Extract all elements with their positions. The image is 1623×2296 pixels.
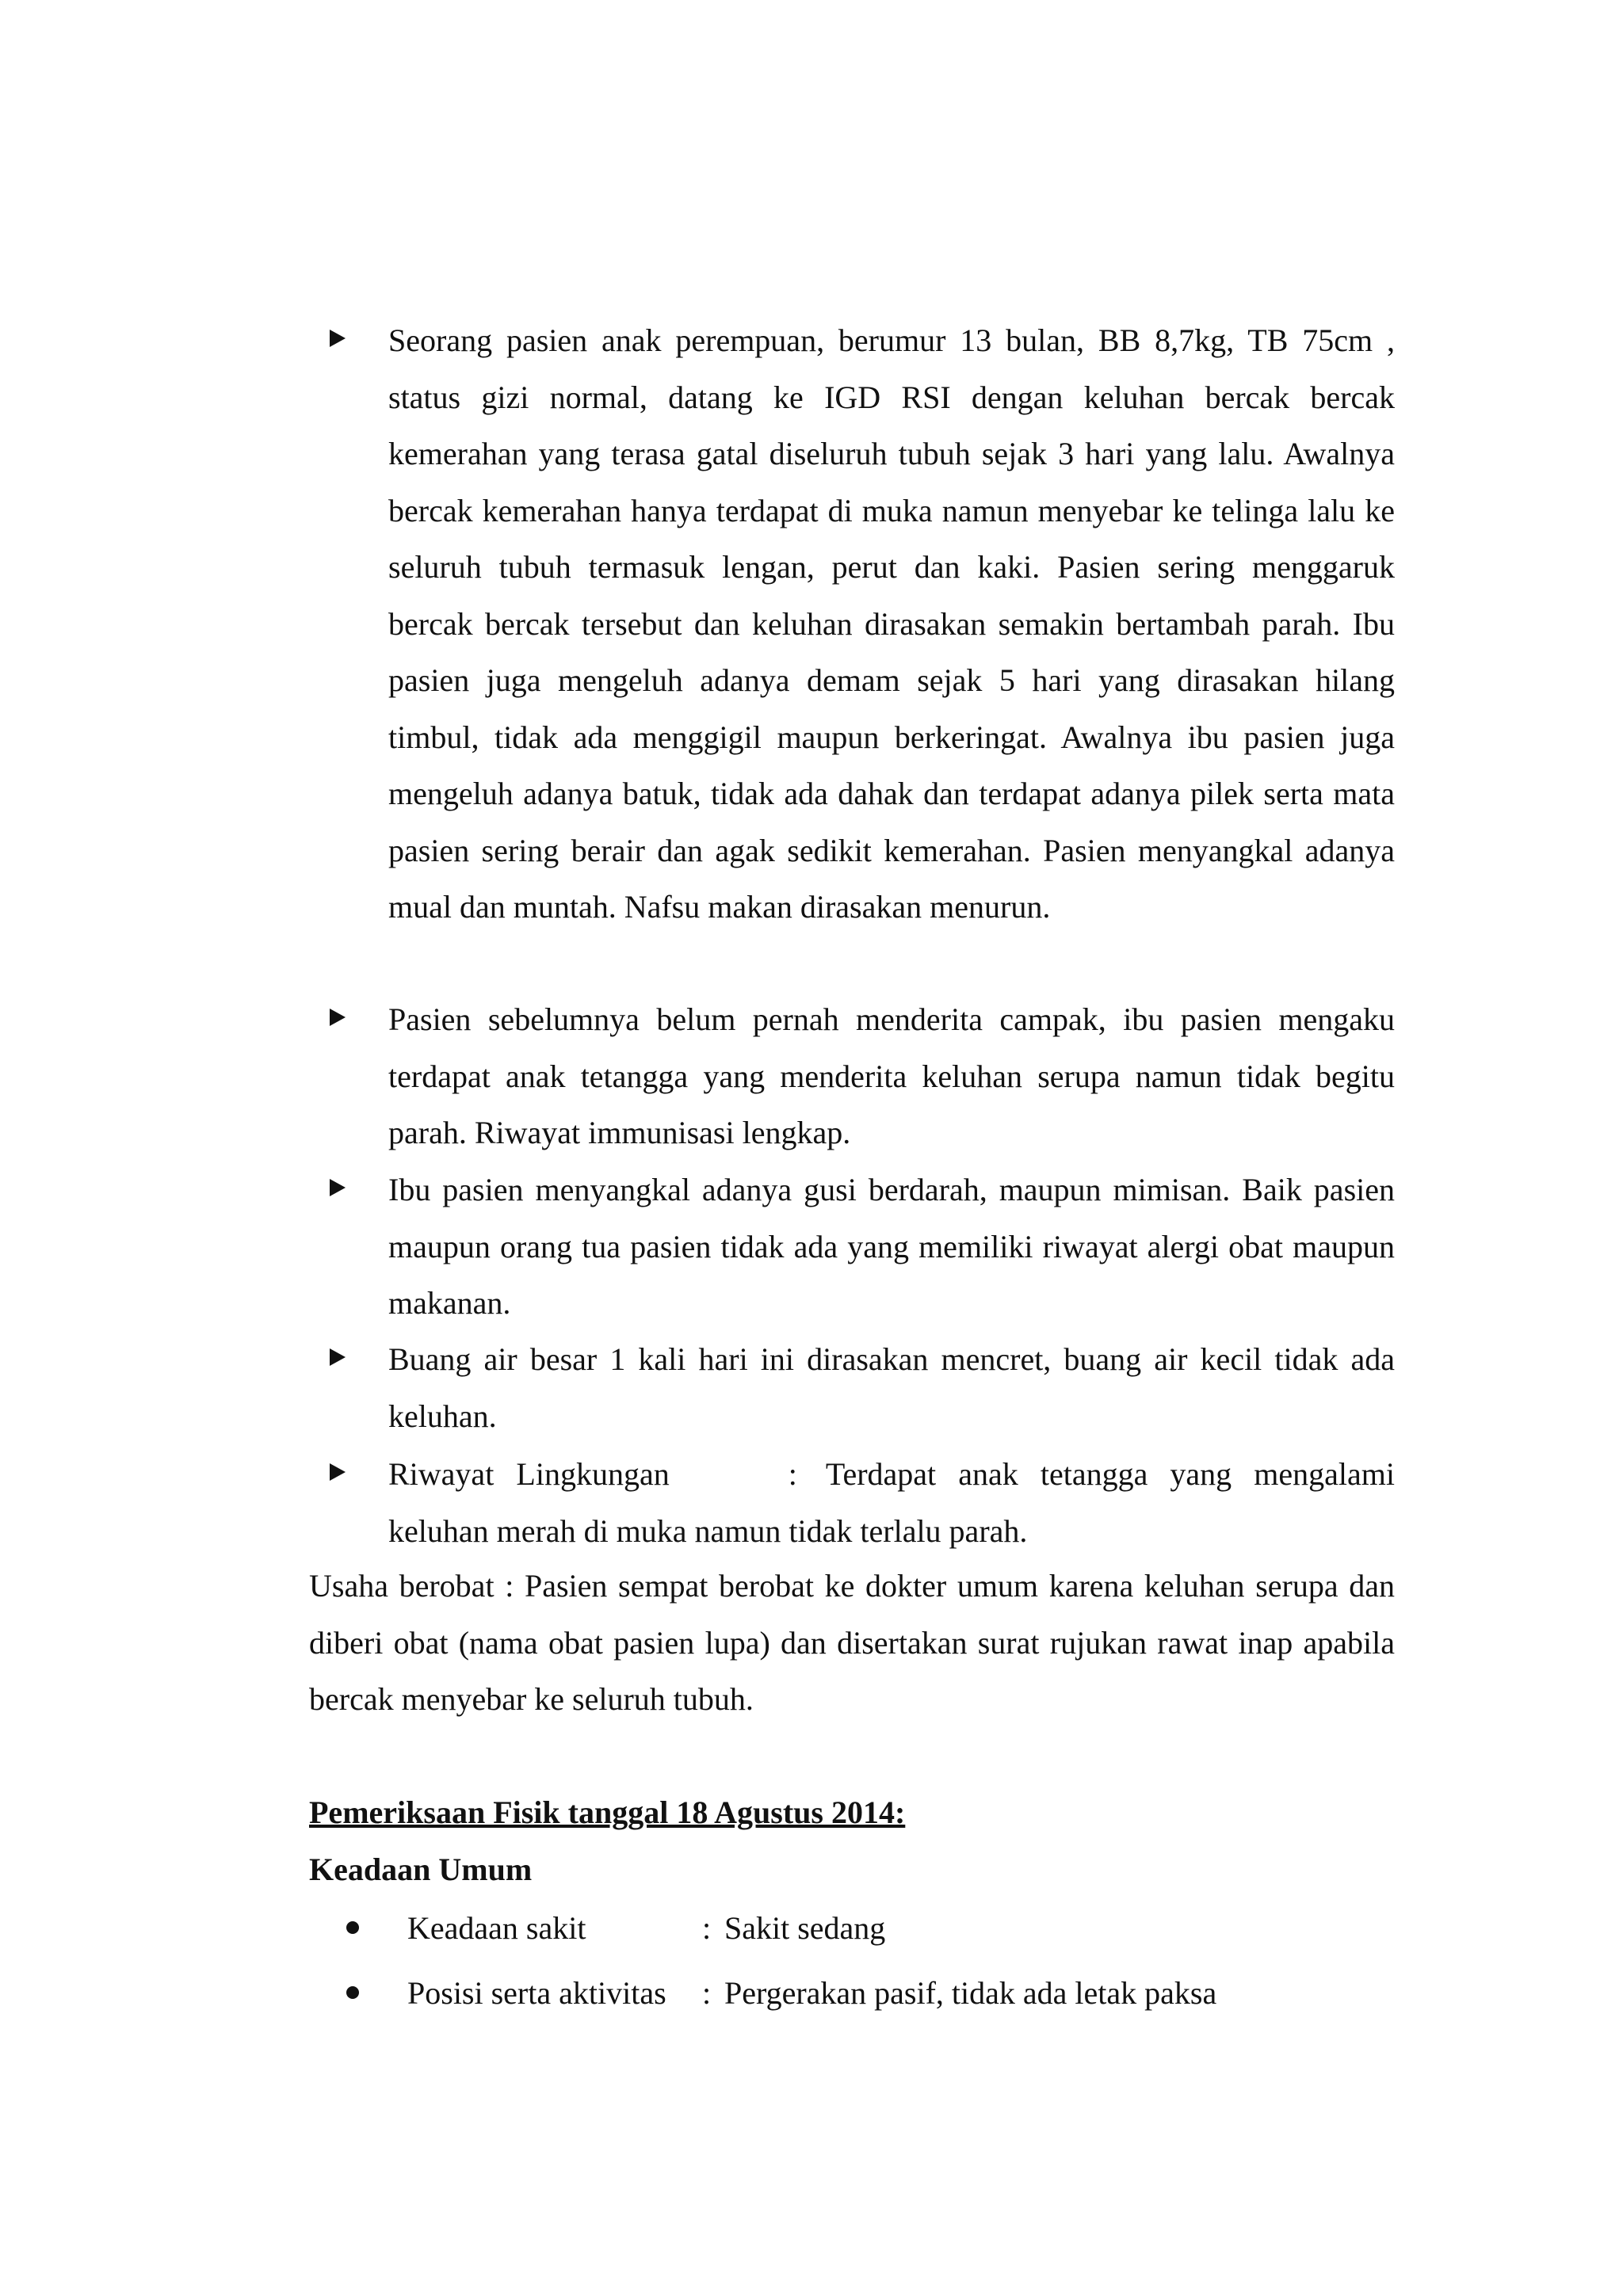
general-condition-heading: Keadaan Umum [309, 1852, 533, 1887]
history-item-text: Pasien sebelumnya belum pernah menderita campak, ibu pasien mengaku terdapat anak tetangga yang menderita keluhan serupa namun tidak begitu parah. Riwayat immunisasi lengkap. [388, 1001, 1395, 1150]
environment-value: Terdapat anak tetangga yang mengalami keluhan merah di muka namun tidak terlalu parah. [388, 1456, 1395, 1549]
general-item-value: Pergerakan pasif, tidak ada letak paksa [724, 1975, 1217, 2011]
environment-history-text [388, 1446, 1395, 1559]
general-item-label: Posisi serta aktivitas [407, 1975, 666, 2011]
triangle-right-bullet-icon [325, 991, 372, 1042]
history-item-text: Seorang pasien anak perempuan, berumur 13 bulan, BB 8,7kg, TB 75cm , status gizi normal, datang ke IGD RSI dengan keluhan bercak bercak kemerahan yang terasa gatal diseluruh tubuh sejak 3 hari yang lalu. Awalnya bercak kemerahan hanya terdapat di muka namun menyebar ke telinga lalu ke seluruh tubuh termasuk lengan, perut dan kaki. Pasien sering menggaruk bercak bercak tersebut dan keluhan dirasakan semakin bertambah parah. Ibu pasien juga mengeluh adanya demam sejak 5 hari yang dirasakan hilang timbul, tidak ada menggigil maupun berkeringat. Awalnya ibu pasien juga mengeluh adanya batuk, tidak ada dahak dan terdapat adanya pilek serta mata pasien sering berair dan agak sedikit kemerahan. Pasien menyangkal adanya mual dan muntah. Nafsu makan dirasakan menurun. [388, 322, 1395, 925]
triangle-right-bullet-icon [325, 312, 372, 363]
history-item-text: Ibu pasien menyangkal adanya gusi berdarah, maupun mimisan. Baik pasien maupun orang tua pasien tidak ada yang memiliki riwayat alergi obat maupun makanan. [388, 1172, 1395, 1321]
general-item-2 [346, 1968, 1376, 2019]
physical-exam-heading: Pemeriksaan Fisik tanggal 18 Agustus 2014: [309, 1794, 906, 1830]
general-item-separator: : [702, 1910, 712, 1946]
filled-circle-bullet-icon [346, 1985, 360, 2000]
general-item-1 [346, 1903, 1376, 1954]
general-item-label: Keadaan sakit [407, 1910, 586, 1946]
environment-separator: : [788, 1456, 797, 1492]
triangle-right-bullet-icon [325, 1446, 372, 1497]
triangle-right-bullet-icon [325, 1331, 372, 1382]
general-item-separator: : [702, 1975, 712, 2011]
general-item-value: Sakit sedang [724, 1910, 886, 1946]
environment-label: Riwayat Lingkungan [388, 1456, 670, 1492]
filled-circle-bullet-icon [346, 1920, 360, 1935]
triangle-right-bullet-icon [325, 1161, 372, 1212]
treatment-history-paragraph: Usaha berobat : Pasien sempat berobat ke dokter umum karena keluhan serupa dan diberi obat (nama obat pasien lupa) dan disertakan surat rujukan rawat inap apabila bercak menyebar ke seluruh tubuh. [309, 1568, 1395, 1717]
history-item-text: Buang air besar 1 kali hari ini dirasakan mencret, buang air kecil tidak ada keluhan. [388, 1341, 1395, 1434]
